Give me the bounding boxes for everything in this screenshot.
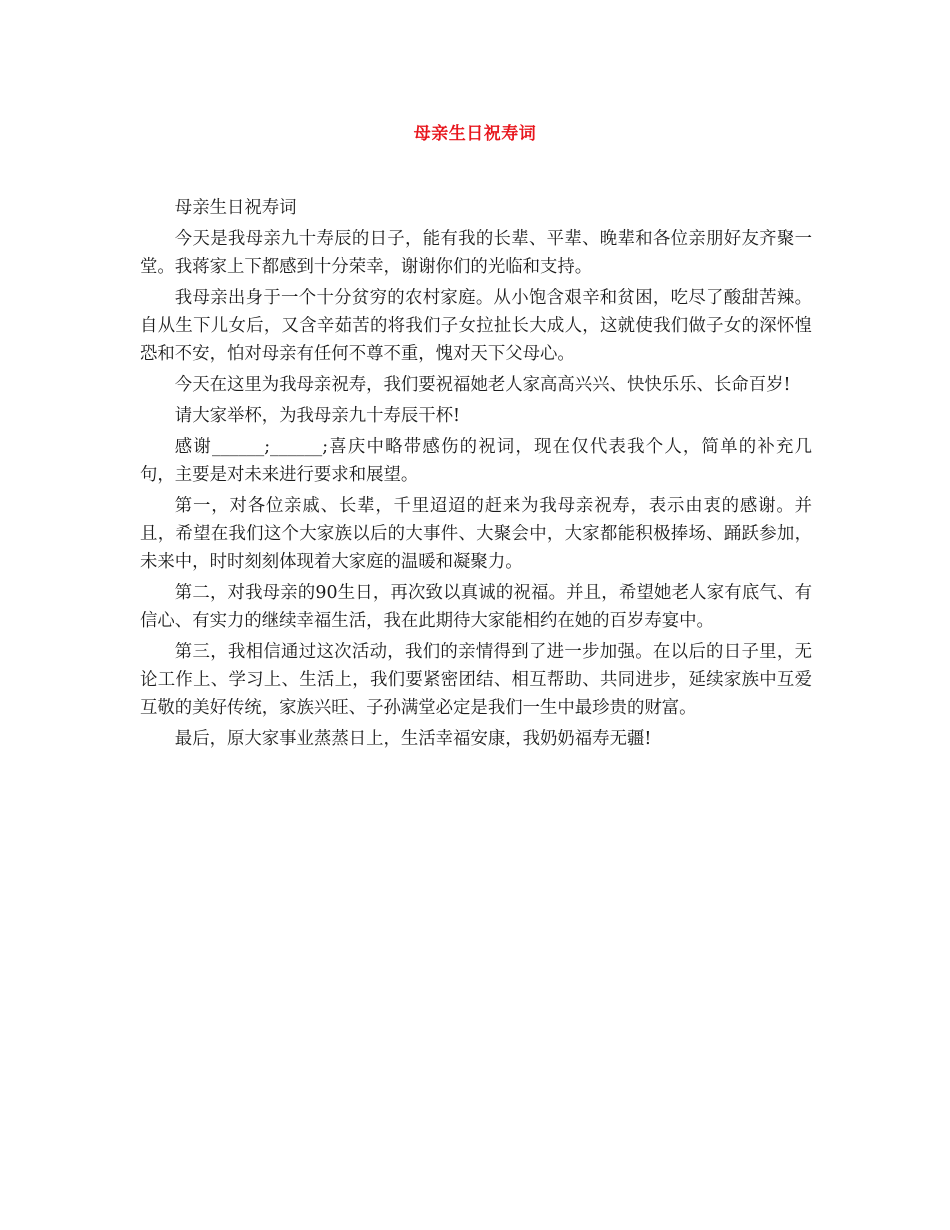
- paragraph-closing: 最后，原大家事业蒸蒸日上，生活幸福安康，我奶奶福寿无疆!: [174, 729, 652, 749]
- paragraph-thanks: 感谢______;______;喜庆中略带感伤的祝词，现在仅代表我个人，简单的补充几句，主要是对未来进行要求和展望。: [140, 437, 812, 485]
- document-body: [140, 194, 812, 756]
- document-title: 母亲生日祝寿词: [413, 124, 537, 144]
- paragraph-mother-background: 我母亲出身于一个十分贫穷的农村家庭。从小饱含艰辛和贫困，吃尽了酸甜苦辣。自从生下儿女后，又含辛茹苦的将我们子女拉扯长大成人，这就使我们做子女的深怀惶恐和不安，怕对母亲有任何不尊不重，愧对天下父母心。: [140, 288, 812, 364]
- paragraph-toast: 请大家举杯，为我母亲九十寿辰干杯!: [174, 406, 461, 426]
- paragraph-first-point: 第一，对各位亲戚、长辈，千里迢迢的赶来为我母亲祝寿，表示由衷的感谢。并且，希望在我们这个大家族以后的大事件、大聚会中，大家都能积极捧场、踊跃参加，未来中，时时刻刻体现着大家庭的温暖和凝聚力。: [140, 496, 812, 572]
- paragraph-blessing: 今天在这里为我母亲祝寿，我们要祝福她老人家高高兴兴、快快乐乐、长命百岁!: [174, 375, 791, 395]
- paragraph-heading: 母亲生日祝寿词: [174, 198, 297, 218]
- paragraph-third-point: 第三，我相信通过这次活动，我们的亲情得到了进一步加强。在以后的日子里，无论工作上、学习上、生活上，我们要紧密团结、相互帮助、共同进步，延续家族中互爱互敬的美好传统，家族兴旺、子孙满堂必定是我们一生中最珍贵的财富。: [140, 642, 812, 718]
- paragraph-second-point: 第二，对我母亲的90生日，再次致以真诚的祝福。并且，希望她老人家有底气、有信心、有实力的继续幸福生活，我在此期待大家能相约在她的百岁寿宴中。: [140, 583, 812, 631]
- paragraph-opening: 今天是我母亲九十寿辰的日子，能有我的长辈、平辈、晚辈和各位亲朋好友齐聚一堂。我蒋家上下都感到十分荣幸，谢谢你们的光临和支持。: [140, 229, 812, 277]
